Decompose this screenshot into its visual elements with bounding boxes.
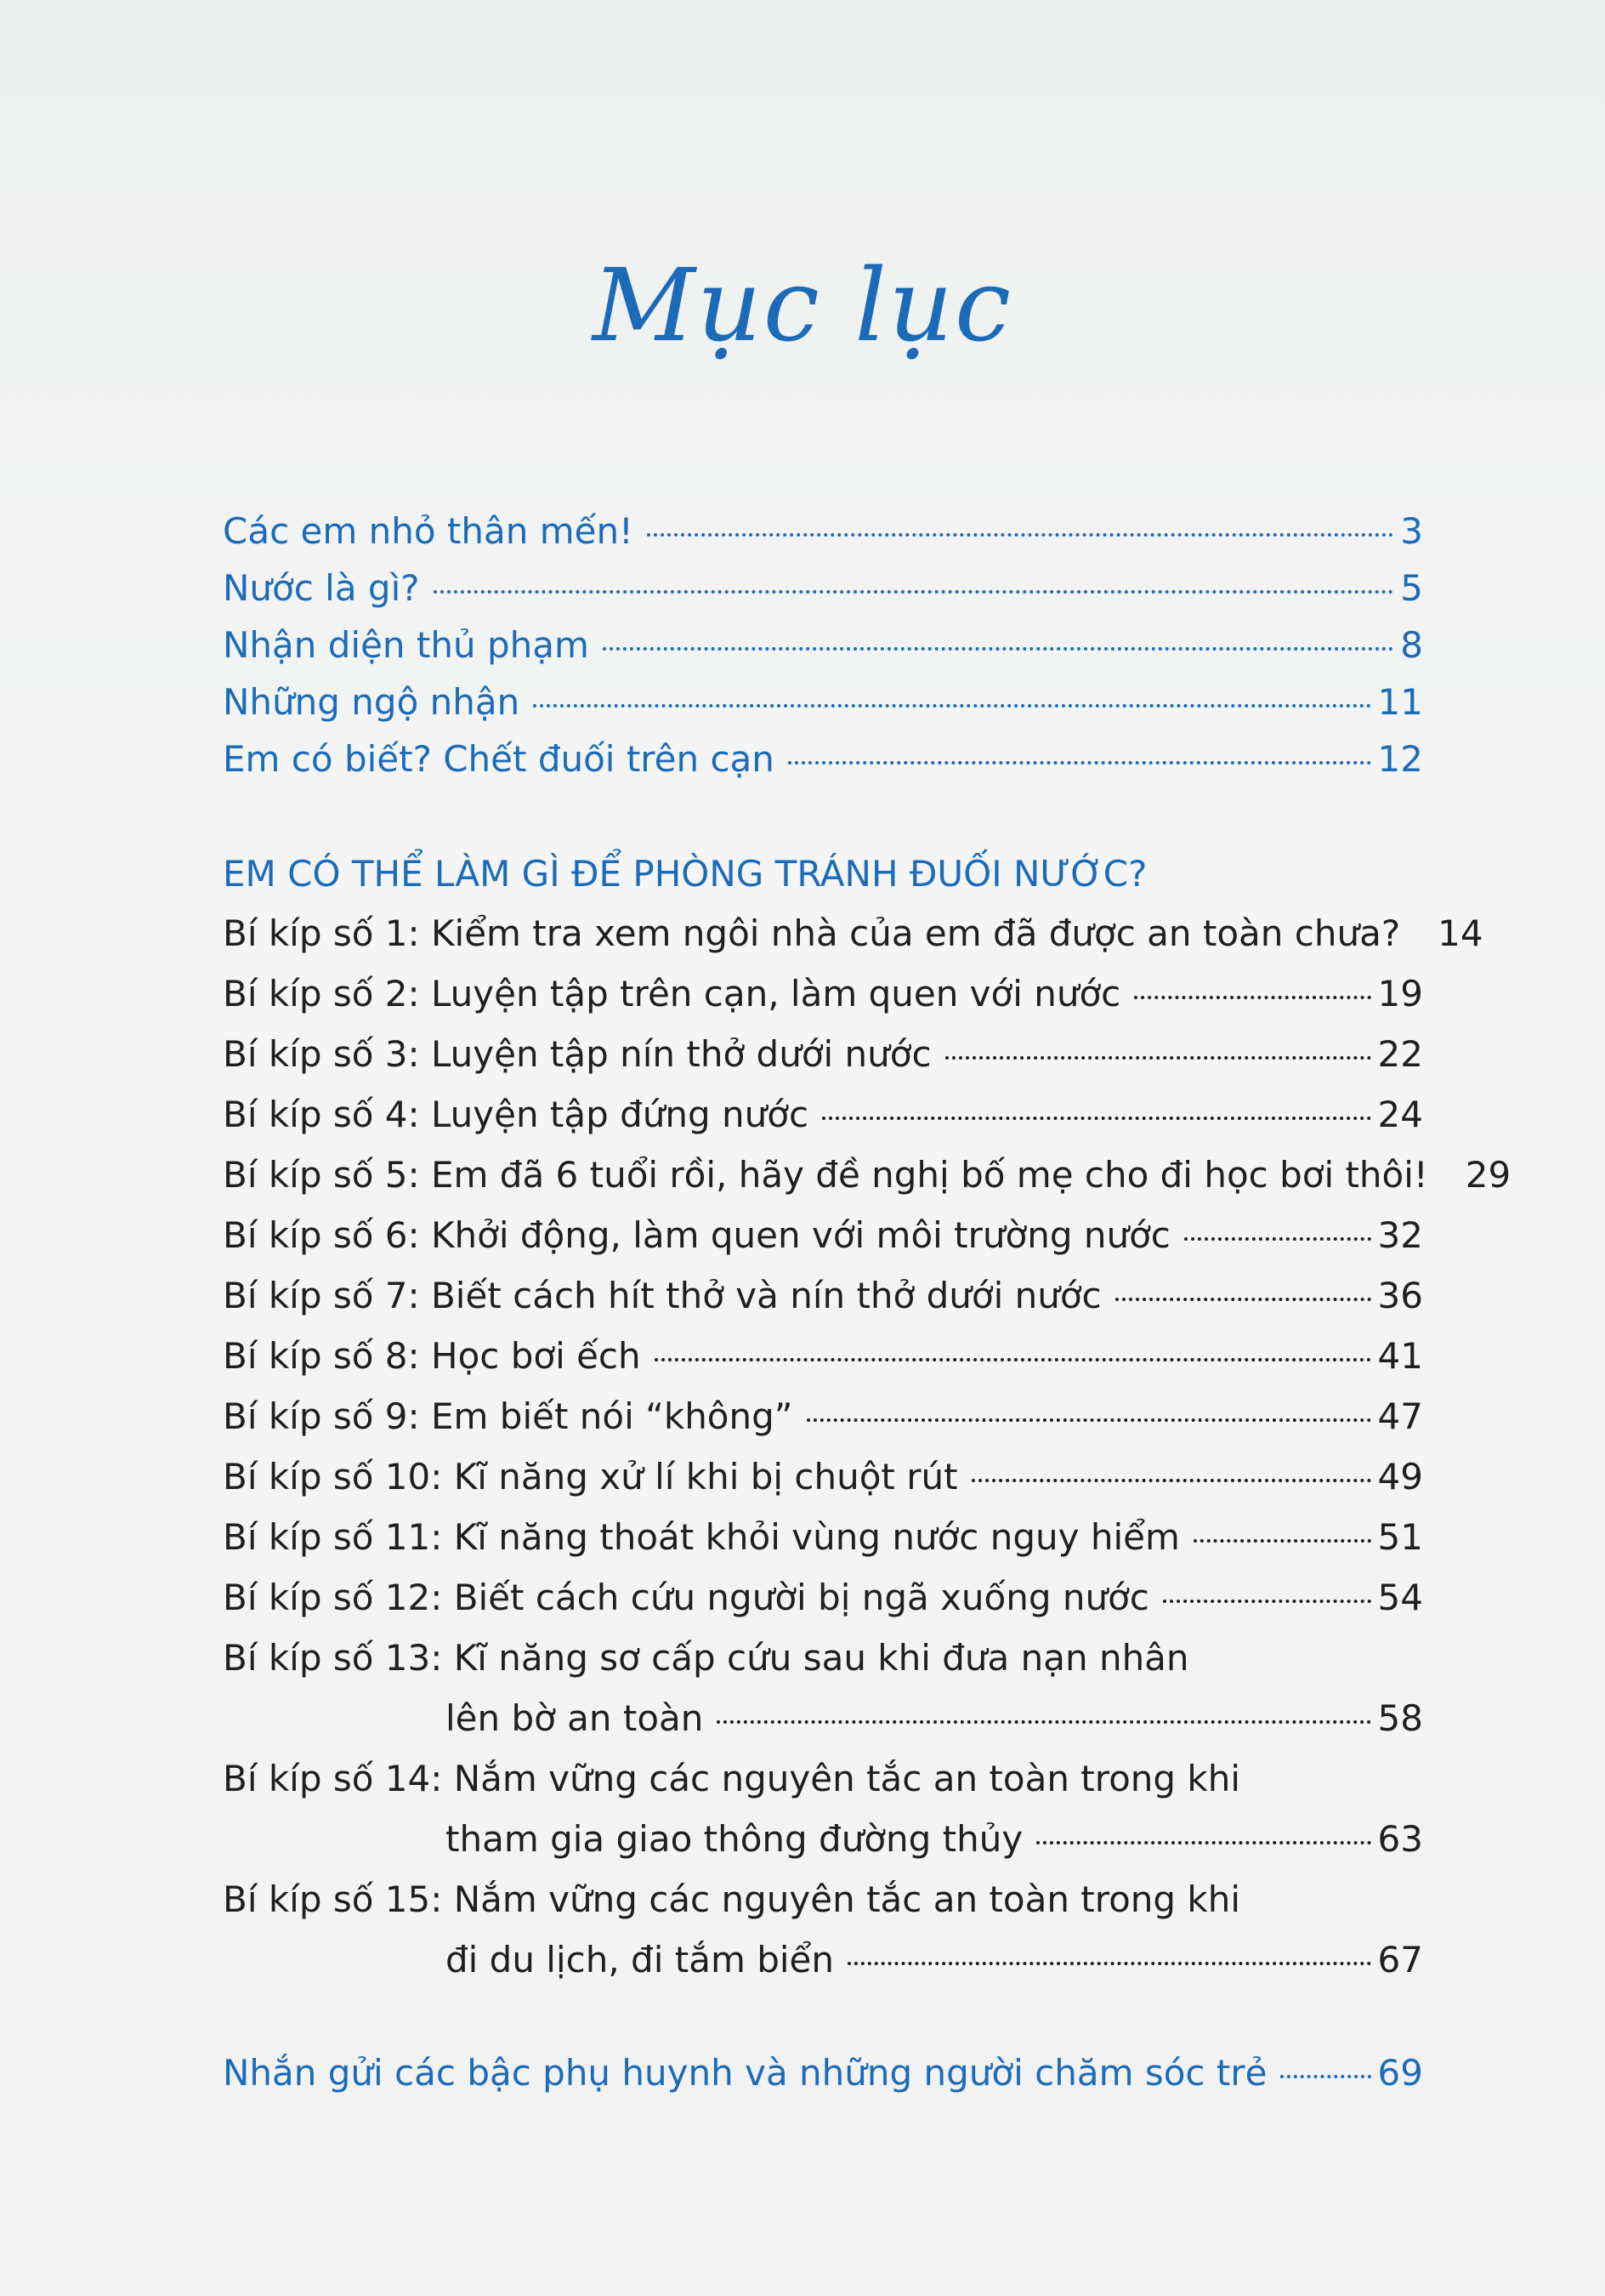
- toc-entry-label: Bí kíp số 1: Kiểm tra xem ngôi nhà của em đã được an toàn chưa?: [223, 912, 1401, 955]
- toc-entry-label: Bí kíp số 10: Kĩ năng xử lí khi bị chuột rút: [223, 1456, 958, 1498]
- toc-entry-page: 41: [1377, 1335, 1423, 1378]
- toc-entry-label: Bí kíp số 6: Khởi động, làm quen với môi trường nước: [223, 1214, 1171, 1257]
- toc-entry-page: 8: [1400, 624, 1423, 666]
- toc-entry[interactable]: [223, 1395, 1423, 1456]
- dot-leader: [1163, 1600, 1371, 1603]
- toc-entry[interactable]: [223, 912, 1483, 973]
- toc-entry-page: 51: [1377, 1516, 1423, 1559]
- toc-entry[interactable]: [223, 1697, 1423, 1758]
- toc-entry-page: 36: [1377, 1275, 1423, 1317]
- toc-entry-page: 5: [1400, 567, 1423, 609]
- toc-entry-label: Bí kíp số 15: Nắm vững các nguyên tắc an toàn trong khi: [223, 1878, 1241, 1921]
- dot-leader: [1134, 996, 1370, 999]
- toc-entry-page: 29: [1465, 1154, 1511, 1196]
- toc-entry-label: Bí kíp số 4: Luyện tập đứng nước: [223, 1094, 809, 1136]
- toc-entry-page: 11: [1377, 681, 1423, 723]
- toc-entry[interactable]: [223, 1939, 1423, 1999]
- toc-entry-label-cont: lên bờ an toàn: [445, 1697, 704, 1740]
- toc-entry[interactable]: [223, 510, 1423, 567]
- toc-entry[interactable]: [223, 1214, 1423, 1275]
- dot-leader: [717, 1720, 1370, 1724]
- intro-section: [223, 510, 1423, 795]
- dot-leader: [647, 533, 1393, 537]
- toc-entry-label: Bí kíp số 5: Em đã 6 tuổi rồi, hãy đề nghị bố mẹ cho đi học bơi thôi!: [223, 1154, 1428, 1196]
- toc-entry[interactable]: [223, 567, 1423, 624]
- toc-entry-label: Nhận diện thủ phạm: [223, 624, 589, 666]
- toc-entry[interactable]: [223, 1275, 1423, 1335]
- dot-leader: [822, 1117, 1370, 1120]
- toc-entry-label: Nước là gì?: [223, 567, 420, 609]
- dot-leader: [533, 704, 1370, 708]
- dot-leader: [434, 590, 1394, 594]
- toc-entry-page: 3: [1400, 510, 1423, 552]
- toc-entry[interactable]: [223, 1335, 1423, 1395]
- toc-entry-page: 63: [1377, 1818, 1423, 1861]
- dot-leader: [1115, 1298, 1371, 1301]
- toc-entry-page: 58: [1377, 1697, 1423, 1740]
- toc-entry-label: Các em nhỏ thân mến!: [223, 510, 633, 552]
- toc-entry-label: Bí kíp số 7: Biết cách hít thở và nín thở dưới nước: [223, 1275, 1102, 1317]
- toc-entry-label: Nhắn gửi các bậc phụ huynh và những người chăm sóc trẻ: [223, 2052, 1268, 2094]
- dot-leader: [1414, 935, 1431, 939]
- toc-entry-label-cont: đi du lịch, đi tắm biển: [445, 1939, 834, 1981]
- toc-entry[interactable]: [223, 973, 1423, 1033]
- toc-entry[interactable]: [223, 1577, 1423, 1637]
- toc-entry[interactable]: [223, 1033, 1423, 1094]
- toc-entry-label: Bí kíp số 8: Học bơi ếch: [223, 1335, 641, 1378]
- dot-leader: [788, 761, 1371, 764]
- toc-entry-closing[interactable]: [223, 2052, 1423, 2094]
- toc-entry[interactable]: [223, 1154, 1511, 1214]
- toc-entry[interactable]: [223, 681, 1423, 738]
- toc-entry-page: 69: [1377, 2052, 1423, 2094]
- toc-entry-label: Bí kíp số 3: Luyện tập nín thở dưới nước: [223, 1033, 932, 1076]
- toc-entry-label: Bí kíp số 2: Luyện tập trên cạn, làm quen với nước: [223, 973, 1121, 1015]
- secrets-section: [223, 912, 1511, 1999]
- page-title: Mục lục: [592, 247, 1013, 364]
- toc-entry-page: 47: [1377, 1395, 1423, 1438]
- toc-entry-page: 12: [1377, 738, 1423, 780]
- toc-entry-page: 32: [1377, 1214, 1423, 1257]
- toc-entry-label: Bí kíp số 14: Nắm vững các nguyên tắc an toàn trong khi: [223, 1758, 1241, 1800]
- toc-entry[interactable]: [223, 1516, 1423, 1577]
- dot-leader: [1184, 1237, 1371, 1241]
- dot-leader: [848, 1962, 1371, 1965]
- dot-leader: [1194, 1539, 1371, 1543]
- dot-leader: [807, 1418, 1371, 1422]
- dot-leader: [972, 1479, 1371, 1482]
- toc-entry-page: 49: [1377, 1456, 1423, 1498]
- dot-leader: [1442, 1177, 1459, 1180]
- dot-leader: [655, 1358, 1371, 1361]
- toc-entry-label: Em có biết? Chết đuối trên cạn: [223, 738, 774, 780]
- toc-entry-line1[interactable]: [223, 1758, 1423, 1818]
- toc-entry[interactable]: [223, 1456, 1423, 1516]
- toc-entry-page: 19: [1377, 973, 1423, 1015]
- toc-entry-page: 67: [1377, 1939, 1423, 1981]
- dot-leader: [945, 1056, 1371, 1060]
- toc-entry-line1[interactable]: [223, 1637, 1423, 1697]
- toc-entry[interactable]: [223, 1818, 1423, 1878]
- toc-entry-page: 14: [1438, 912, 1483, 955]
- toc-entry-label: Bí kíp số 9: Em biết nói “không”: [223, 1395, 793, 1438]
- toc-entry[interactable]: [223, 1094, 1423, 1154]
- toc-entry-label: Những ngộ nhận: [223, 681, 520, 723]
- dot-leader: [603, 647, 1393, 651]
- toc-entry-page: 24: [1377, 1094, 1423, 1136]
- toc-entry-label: Bí kíp số 11: Kĩ năng thoát khỏi vùng nước nguy hiểm: [223, 1516, 1180, 1559]
- toc-entry-label: Bí kíp số 12: Biết cách cứu người bị ngã xuống nước: [223, 1577, 1149, 1619]
- toc-entry-label-cont: tham gia giao thông đường thủy: [445, 1818, 1024, 1861]
- dot-leader: [1280, 2075, 1370, 2078]
- section-heading: EM CÓ THỂ LÀM GÌ ĐỂ PHÒNG TRÁNH ĐUỐI NƯỚC?: [223, 853, 1148, 895]
- toc-entry-label: Bí kíp số 13: Kĩ năng sơ cấp cứu sau khi đưa nạn nhân: [223, 1637, 1189, 1679]
- toc-entry-line1[interactable]: [223, 1878, 1423, 1939]
- table-of-contents: [223, 510, 1511, 2095]
- toc-entry-page: 22: [1377, 1033, 1423, 1076]
- dot-leader: [1036, 1841, 1370, 1844]
- toc-entry[interactable]: [223, 738, 1423, 795]
- toc-entry[interactable]: [223, 624, 1423, 681]
- toc-entry-page: 54: [1377, 1577, 1423, 1619]
